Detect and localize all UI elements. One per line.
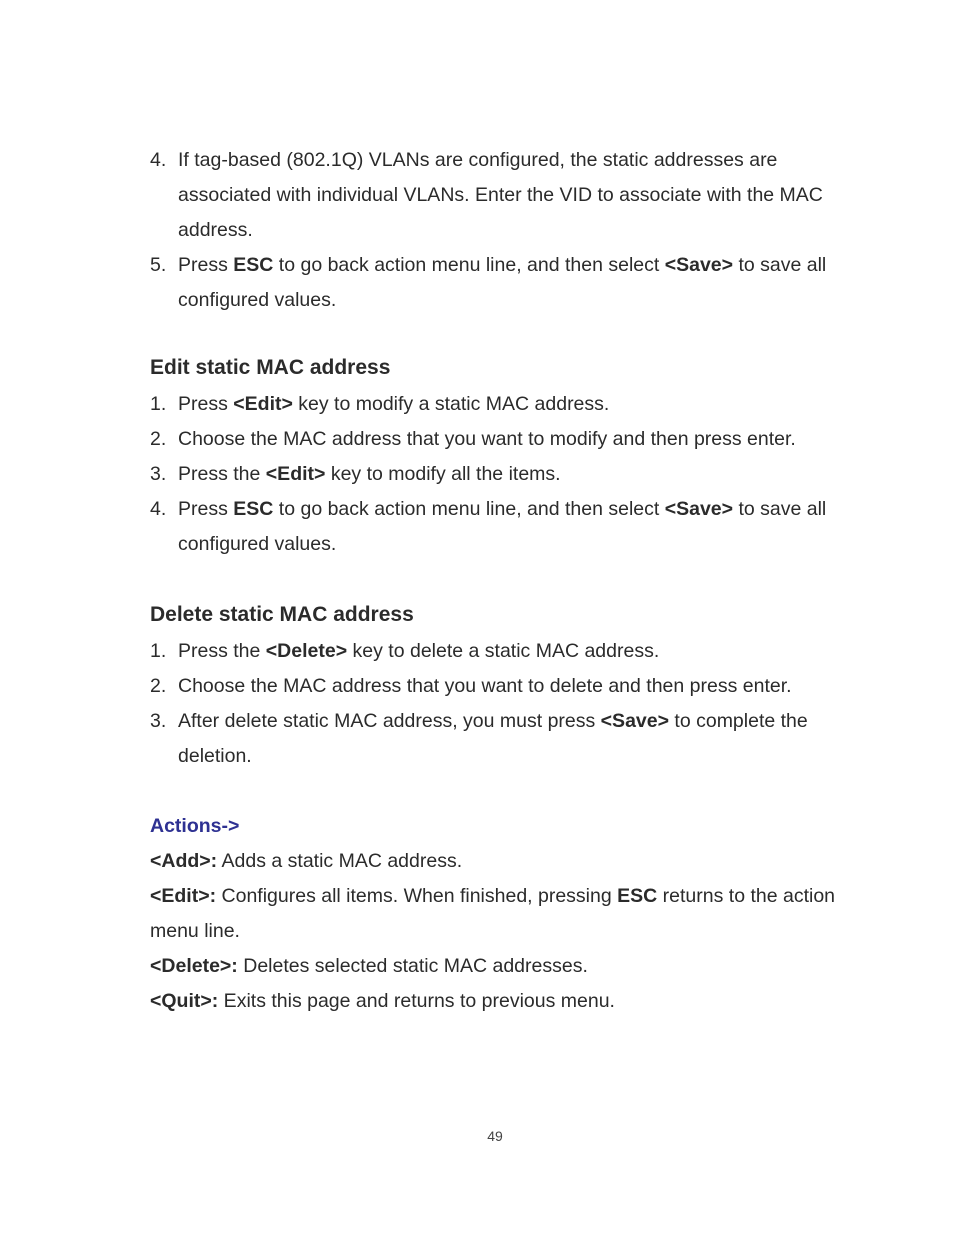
list-number: 1. — [150, 393, 167, 415]
bold-term: ESC — [617, 885, 658, 907]
list-item — [150, 492, 850, 562]
list-number: 3. — [150, 710, 167, 732]
text-run: After delete static MAC address, you must press — [178, 710, 601, 732]
text-run: Adds a static MAC address. — [217, 850, 463, 872]
bold-term: <Quit>: — [150, 990, 219, 1012]
text-run: Press the — [178, 463, 266, 485]
list-number: 4. — [150, 498, 167, 520]
text-run: If tag-based (802.1Q) VLANs are configured, the static addresses are associated with individual VLANs. Enter the VID to associate with the MAC address. — [178, 149, 823, 241]
actions-list — [150, 844, 850, 1019]
text-run: to complete the deletion. — [178, 710, 808, 767]
bold-term: <Edit>: — [150, 885, 217, 907]
list-number: 2. — [150, 428, 167, 450]
text-run: to save all configured values. — [178, 254, 827, 311]
text-run: to go back action menu line, and then select — [273, 498, 665, 520]
bold-term: <Add>: — [150, 850, 218, 872]
bold-term: <Edit> — [265, 463, 326, 485]
list-number: 1. — [150, 640, 167, 662]
text-run: Choose the MAC address that you want to modify and then press enter. — [178, 428, 796, 450]
heading-delete-static-mac: Delete static MAC address — [150, 603, 414, 626]
text-run: key to modify all the items. — [325, 463, 561, 485]
action-item — [150, 984, 850, 1019]
text-run: Press — [178, 393, 234, 415]
list-number: 2. — [150, 675, 167, 697]
bold-term: <Save> — [600, 710, 669, 732]
actions-heading: Actions-> — [150, 815, 240, 837]
action-item — [150, 949, 850, 984]
list-item — [150, 387, 850, 422]
bold-term: <Edit> — [233, 393, 293, 415]
action-item — [150, 844, 850, 879]
list-item — [150, 669, 850, 704]
text-run: key to delete a static MAC address. — [347, 640, 660, 662]
bold-term: <Delete>: — [150, 955, 238, 977]
list-delete-steps — [150, 634, 850, 774]
list-steps-continued — [150, 143, 850, 318]
list-number: 3. — [150, 463, 167, 485]
list-number: 4. — [150, 149, 167, 171]
text-run: Press the — [178, 640, 266, 662]
text-run: Configures all items. When finished, pressing — [216, 885, 618, 907]
page-number: 49 — [487, 1128, 503, 1144]
text-run: to go back action menu line, and then select — [273, 254, 665, 276]
text-run: Press — [178, 254, 234, 276]
list-edit-steps — [150, 387, 850, 562]
action-item — [150, 879, 850, 949]
text-run: Choose the MAC address that you want to delete and then press enter. — [178, 675, 792, 697]
list-number: 5. — [150, 254, 167, 276]
heading-edit-static-mac: Edit static MAC address — [150, 356, 391, 379]
text-run: to save all configured values. — [178, 498, 827, 555]
list-item — [150, 634, 850, 669]
text-run: Exits this page and returns to previous menu. — [218, 990, 615, 1012]
text-run: Deletes selected static MAC addresses. — [237, 955, 588, 977]
bold-term: ESC — [233, 254, 274, 276]
list-item — [150, 248, 850, 318]
list-item — [150, 704, 850, 774]
text-run: Press — [178, 498, 234, 520]
list-item — [150, 422, 850, 457]
bold-term: ESC — [233, 498, 274, 520]
bold-term: <Delete> — [265, 640, 348, 662]
bold-term: <Save> — [664, 498, 734, 520]
text-run: returns to the action menu line. — [150, 885, 836, 942]
list-item — [150, 143, 850, 248]
bold-term: <Save> — [664, 254, 734, 276]
text-run: key to modify a static MAC address. — [292, 393, 610, 415]
list-item — [150, 457, 850, 492]
